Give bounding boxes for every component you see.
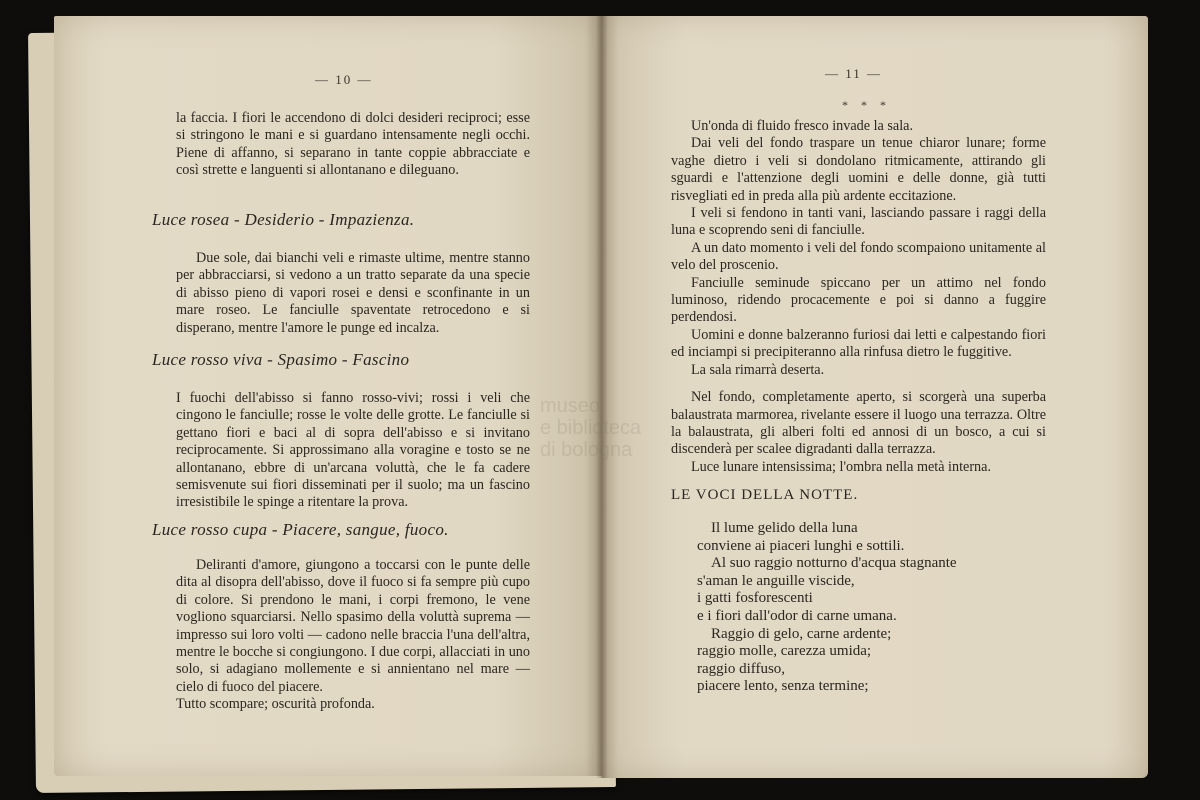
paragraph-text: la faccia. I fiori le accendono di dolci desideri reciproci; esse si stringono le mani e si guardano intensamente negli occhi. Piene di affanno, si separano in tante coppie abbracciate e così strette e languenti si allontanano e dileguano. [176, 110, 530, 179]
section-heading-le-voci-della-notte: LE VOCI DELLA NOTTE. [671, 487, 859, 503]
paragraph-text: Luce lunare intensissima; l'ombra nella metà interna. [691, 458, 991, 475]
paragraph-text: Dai veli del fondo traspare un tenue chiaror lunare; forme vaghe dietro i veli si dondolano ritmicamente, attirando gli sguardi e l'attenzione degli uomini e delle donne, già tutti risvegliati ed in preda alla più ardente eccitazione. [671, 135, 1046, 204]
paragraph-text: Nel fondo, completamente aperto, si scorgerà una superba balaustrata marmorea, rivelante essere il luogo una terrazza. Oltre la balaustrata, gli alberi folti ed annosi di un bosco, a cui si discenderà per scalee digradanti dalla terrazza. [671, 389, 1046, 458]
poem-line: conviene ai piaceri lunghi e sottili. [697, 537, 905, 554]
paragraph-text: A un dato momento i veli del fondo scompaiono unitamente al velo del proscenio. [671, 239, 1046, 274]
poem-line: i gatti fosforescenti [697, 590, 813, 607]
section-heading-luce-rosea: Luce rosea - Desiderio - Impazienza. [152, 210, 415, 229]
poem-line: s'aman le anguille viscide, [697, 572, 855, 589]
section-heading-luce-rosso-cupa: Luce rosso cupa - Piacere, sangue, fuoco. [152, 520, 449, 539]
book-spine [596, 16, 608, 778]
paragraph-text: Un'onda di fluido fresco invade la sala. [691, 118, 913, 134]
paragraph-text-end: Tutto scompare; oscurità profonda. [176, 696, 375, 713]
paragraph-text: Due sole, dai bianchi veli e rimaste ultime, mentre stanno per abbracciarsi, si vedono a un tratto separate da una specie di abisso pieno di vapori rosei e densi e sconfinante in un mare roseo. Le fanciulle spaventate retrocedono e si disperano, mentre l'amore le punge ed incalza. [176, 250, 530, 336]
paragraph-text: Uomini e donne balzeranno furiosi dai letti e calpestando fiori ed inciampi si precipiteranno alla rinfusa dietro le fuggitive. [671, 326, 1046, 361]
paragraph-text: I fuochi dell'abisso si fanno rosso-vivi; rossi i veli che cingono le fanciulle; rosse le volte delle grotte. Le fanciulle si gettano fiori e baci al di sopra dell'abisso e si invitano reciprocamente. Si approssimano alla voragine e tosto se ne allontanano, ebbre di un'arcana voluttà, che le fa cadere semisvenute sui fiori disseminati per il suolo; ma un fascino irresistibile le spinge a ritentare la prova. [176, 390, 530, 511]
paragraph-text: La sala rimarrà deserta. [691, 361, 825, 378]
section-separator-stars: * * * [842, 98, 891, 112]
right-page-number: — 11 — [825, 66, 883, 81]
right-text-block [671, 118, 1046, 476]
paragraph-text: Deliranti d'amore, giungono a toccarsi con le punte delle dita al disopra dell'abisso, dove il fuoco si fa sempre più cupo di colore. Si prendono le mani, i corpi fremono, le vene vogliono squarciarsi. Nello spasimo della voluttà suprema — impresso sui loro volti — cadono nelle braccia l'una dell'altra, mentre le bocche si congiungono. I due corpi, allacciati in uno solo, si adagiano mollemente e si annientano nel mare — cielo di fuoco del piacere. [176, 557, 530, 695]
poem-line: piacere lento, senza termine; [697, 678, 869, 695]
poem-line: raggio diffuso, [697, 660, 786, 677]
left-paragraph-3 [176, 557, 530, 714]
poem [697, 520, 997, 696]
poem-line: Raggio di gelo, carne ardente; [711, 625, 892, 642]
left-paragraph-2 [176, 390, 530, 512]
paragraph-text: Fanciulle seminude spiccano per un attimo nel fondo luminoso, ridendo procacemente e poi si danno a fuggire perdendosi. [671, 274, 1046, 326]
left-paragraph-1 [176, 250, 530, 337]
left-page-number: — 10 — [315, 72, 373, 87]
paragraph-text: I veli si fendono in tanti vani, lasciando passare i raggi della luna e scoprendo seni di fanciulle. [671, 205, 1046, 239]
section-heading-luce-rosso-viva: Luce rosso viva - Spasimo - Fascino [152, 350, 410, 369]
poem-line: Il lume gelido della luna [711, 520, 858, 536]
poem-line: Al suo raggio notturno d'acqua stagnante [711, 555, 957, 572]
poem-line: e i fiori dall'odor di carne umana. [697, 607, 897, 624]
left-intro-paragraph [176, 110, 530, 180]
poem-line: raggio molle, carezza umida; [697, 643, 872, 660]
